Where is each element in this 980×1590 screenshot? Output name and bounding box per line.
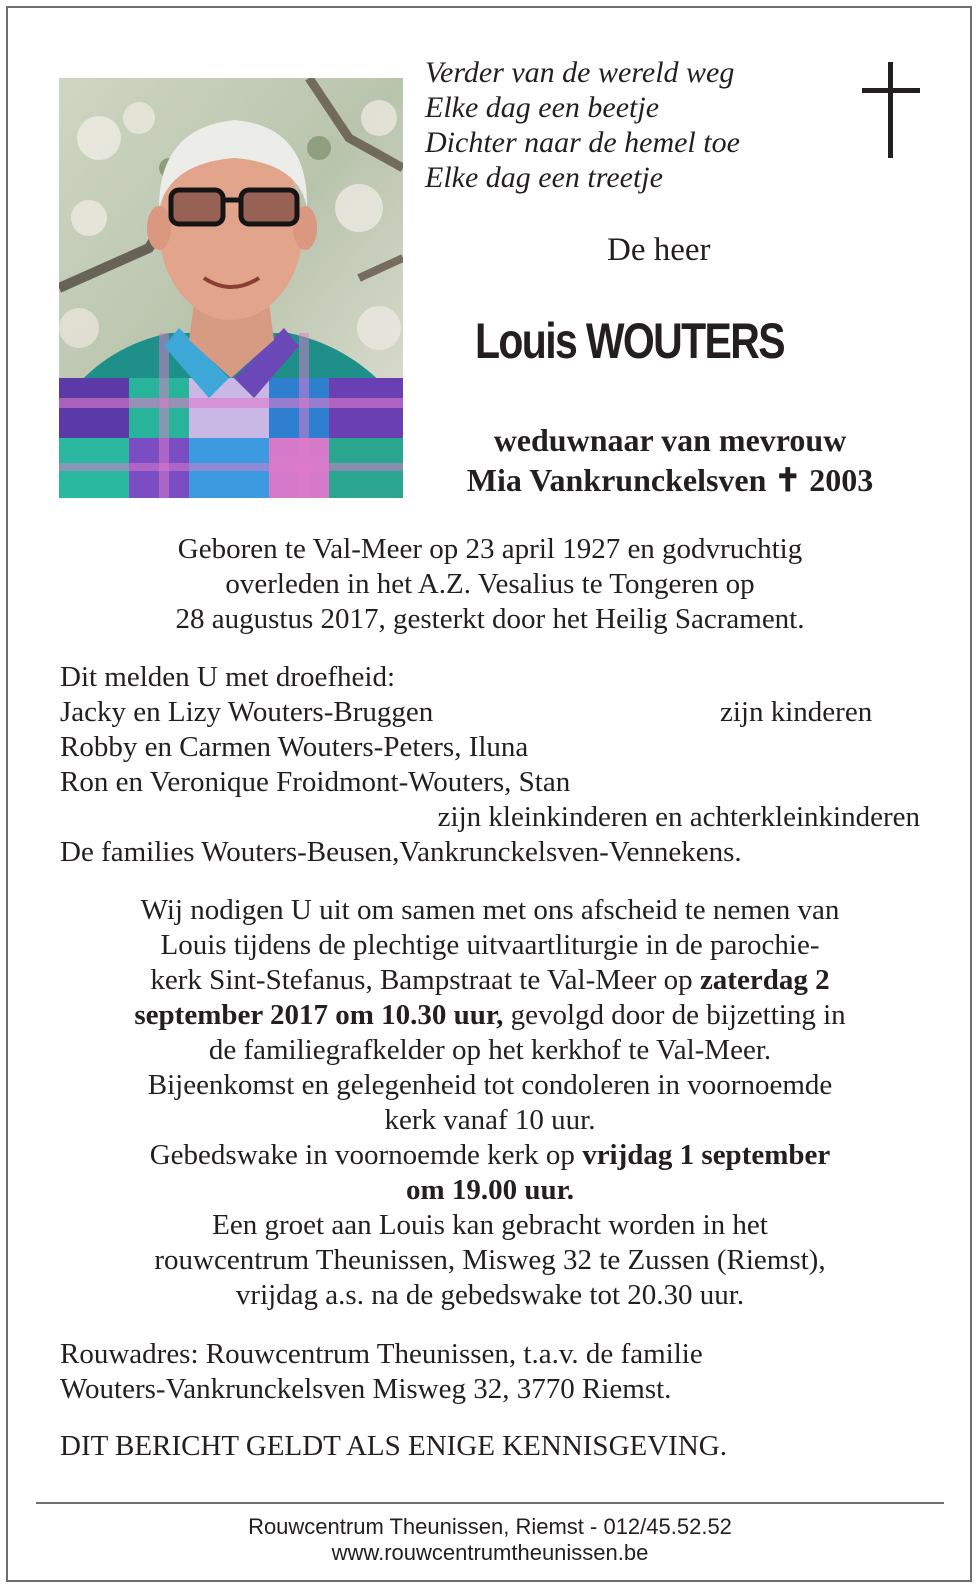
family-list <box>60 660 920 870</box>
text-line: Wouters-Vankrunckelsven Misweg 32, 3770 Riemst. <box>60 1373 672 1405</box>
text-line: Geboren te Val-Meer op 23 april 1927 en godvruchtig <box>177 533 803 565</box>
text-span: gevolgd door de bijzetting in <box>503 999 846 1031</box>
text-line: Een groet aan Louis kan gebracht worden in het <box>212 1209 768 1241</box>
footer-divider <box>36 1502 944 1504</box>
cross-icon <box>862 62 920 163</box>
text-line: 28 augustus 2017, gesterkt door het Heilig Sacrament. <box>175 603 805 635</box>
wake-time: om 19.00 uur. <box>405 1174 575 1206</box>
text-line: vrijdag a.s. na de gebedswake tot 20.30 uur. <box>235 1279 745 1311</box>
salutation: De heer <box>607 232 711 268</box>
spouse-line-2: Mia Vankrunckelsven ✝ 2003 <box>466 462 874 498</box>
deceased-name: Louis WOUTERS <box>475 313 784 369</box>
poem-line: Elke dag een beetje <box>425 91 660 124</box>
family-intro: Dit melden U met droefheid: <box>60 661 396 693</box>
invitation-text <box>50 893 930 1313</box>
poem <box>425 55 740 195</box>
text-line <box>50 998 930 1033</box>
spouse-info <box>420 420 920 500</box>
footer-contact: Rouwcentrum Theunissen, Riemst - 012/45.52.52 <box>248 1514 732 1539</box>
poem-line: Dichter naar de hemel toe <box>425 126 740 159</box>
text-line: Bijeenkomst en gelegenheid tot condoleren in voornoemde <box>147 1069 833 1101</box>
text-line: Louis tijdens de plechtige uitvaartliturgie in de parochie- <box>160 929 820 961</box>
birth-death-text <box>60 532 920 637</box>
text-line: overleden in het A.Z. Vesalius te Tongeren op <box>225 568 755 600</box>
children-label: zijn kinderen <box>720 696 873 728</box>
footer <box>0 1514 980 1566</box>
footer-website[interactable]: www.rouwcentrumtheunissen.be <box>331 1540 649 1565</box>
family-line: Jacky en Lizy Wouters-Bruggen <box>60 696 434 728</box>
poem-line: Elke dag een treetje <box>425 161 663 194</box>
poem-line: Verder van de wereld weg <box>425 56 735 89</box>
families-line: De families Wouters-Beusen,Vankrunckelsven-Vennekens. <box>60 836 742 868</box>
funeral-date: zaterdag 2 <box>699 964 830 996</box>
text-line: kerk vanaf 10 uur. <box>384 1104 596 1136</box>
spouse-line-1: weduwnaar van mevrouw <box>493 422 847 458</box>
text-line: Rouwadres: Rouwcentrum Theunissen, t.a.v. de familie <box>60 1338 703 1370</box>
family-line: Ron en Veronique Froidmont-Wouters, Stan <box>60 766 571 798</box>
text-line <box>50 1138 930 1173</box>
portrait-photo <box>59 78 403 498</box>
text-line: Wij nodigen U uit om samen met ons afscheid te nemen van <box>140 894 840 926</box>
text-span: kerk Sint-Stefanus, Bampstraat te Val-Meer op <box>150 964 700 996</box>
notice-line: DIT BERICHT GELDT ALS ENIGE KENNISGEVING. <box>60 1430 727 1462</box>
wake-date: vrijdag 1 september <box>582 1139 831 1171</box>
text-span: Gebedswake in voornoemde kerk op <box>149 1139 583 1171</box>
text-line: de familiegrafkelder op het kerkhof te Val-Meer. <box>208 1034 772 1066</box>
funeral-time: september 2017 om 10.30 uur, <box>134 999 504 1031</box>
family-line: Robby en Carmen Wouters-Peters, Iluna <box>60 731 529 763</box>
text-line <box>50 963 930 998</box>
mourning-address <box>60 1337 920 1407</box>
grandchildren-label: zijn kleinkinderen en achterkleinkinderen <box>437 801 920 833</box>
text-line: rouwcentrum Theunissen, Misweg 32 te Zussen (Riemst), <box>154 1244 826 1276</box>
